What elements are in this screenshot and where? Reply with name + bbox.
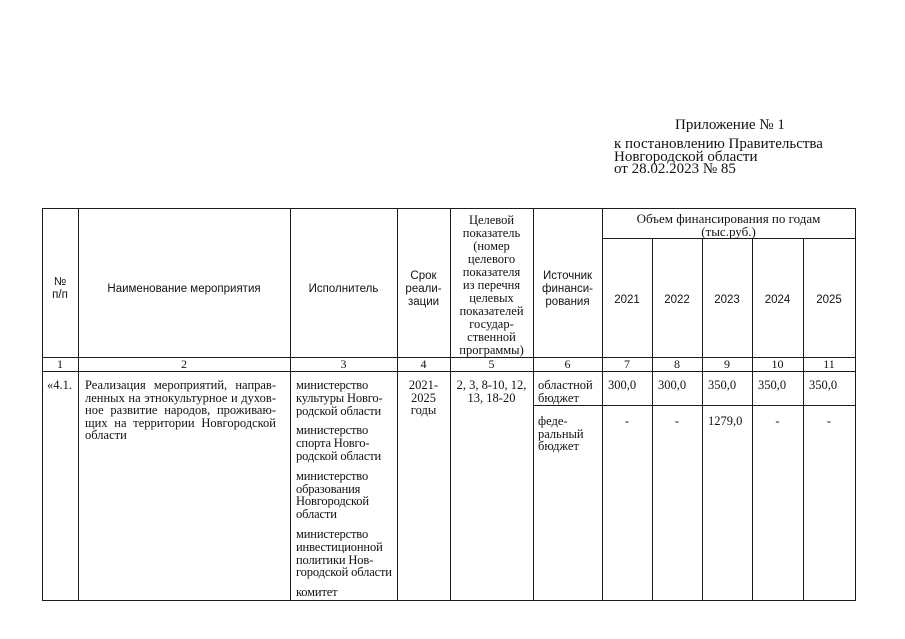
header-cell-year [652, 238, 702, 357]
indicator-cell [450, 379, 533, 404]
resolution-line: Новгородской области [614, 148, 758, 165]
header-text: Целевой [468, 212, 515, 227]
executor-entry [296, 528, 392, 579]
header-text: реали- [405, 282, 442, 295]
executor-line: области [296, 507, 337, 522]
executor-entry [296, 424, 392, 462]
column-number: 6 [564, 357, 571, 371]
header-cell-funding [602, 208, 855, 238]
header-cell-source [533, 208, 602, 357]
funding-value: 300,0 [608, 378, 637, 392]
executor-line: политики Нов- [296, 552, 374, 567]
term-line: 2021- [408, 378, 439, 392]
executor-line: родской области [296, 448, 382, 463]
executor-entry [296, 470, 392, 521]
executor-line: городской области [296, 565, 392, 580]
header-text: Исполнитель [308, 282, 379, 295]
executor-line: инвестиционной [296, 539, 383, 554]
header-cell-year [602, 238, 652, 357]
funding-value: - [775, 414, 780, 428]
header-text: п/п [52, 289, 68, 301]
indicator-line: 13, 18-20 [467, 390, 516, 405]
column-number: 1 [57, 357, 63, 371]
column-number: 10 [771, 357, 784, 371]
activity-number: «4.1. [47, 378, 72, 392]
header-text: 2022 [664, 293, 690, 306]
header-cell-indicator [450, 208, 533, 357]
funding-value: 300,0 [658, 378, 687, 392]
funding-value: 350,0 [708, 378, 737, 392]
executor-line: спорта Новго- [296, 436, 370, 451]
funding-value: - [674, 414, 680, 428]
appendix-title: Приложение № 1 [675, 117, 785, 133]
table-border-line [533, 405, 856, 406]
activity-name-line: области [85, 428, 127, 442]
header-text: 2021 [614, 293, 640, 306]
column-number: 9 [724, 357, 730, 371]
activity-name-line: Реализация мероприятий, направ- [85, 378, 276, 392]
executor-line: родской области [296, 403, 382, 418]
term-line: 2025 [411, 390, 436, 405]
funding-value: - [624, 414, 630, 428]
header-text: 2024 [764, 293, 791, 306]
header-text: из перечня [462, 277, 521, 292]
executor-line: министерство [296, 378, 369, 392]
column-number: 11 [823, 357, 835, 371]
table-border-line [42, 371, 856, 372]
header-cell-term [397, 208, 450, 357]
header-text: Срок [410, 269, 437, 282]
funding-source-line: феде- [538, 414, 568, 428]
activity-name-line: ное развитие народов, проживаю- [85, 403, 276, 417]
header-text: Объем финансирования по годам [636, 210, 821, 226]
header-text: зации [407, 295, 440, 308]
header-text: государ- [469, 316, 514, 331]
funding-source-cell [538, 415, 584, 453]
resolution-line: от 28.02.2023 № 85 [614, 161, 736, 178]
funding-source-line: областной [538, 378, 593, 392]
resolution-line: к постановлению Правительства [614, 136, 823, 152]
executor-line: министерство [296, 468, 369, 483]
header-cell-year [803, 238, 855, 357]
header-text: 2025 [816, 293, 842, 306]
executor-line: министерство [296, 423, 369, 438]
funding-source-line: ральный [538, 426, 584, 441]
funding-value: - [826, 414, 832, 428]
funding-value: 1279,0 [708, 414, 743, 428]
header-text: № [53, 276, 67, 288]
header-text: ственной [467, 329, 516, 344]
header-text: показатель [462, 225, 521, 240]
column-number: 4 [420, 357, 427, 371]
executor-line: комитет [296, 585, 338, 600]
header-text: целевых [469, 290, 514, 305]
funding-source-line: бюджет [538, 439, 579, 454]
executor-line: культуры Новго- [296, 390, 383, 405]
table-border-line [42, 600, 856, 601]
header-cell-executor [290, 208, 397, 357]
header-text: Источник [542, 269, 593, 282]
activity-name-line: ленных на этнокультурное и духов- [85, 390, 276, 405]
header-text: Наименование мероприятия [107, 282, 261, 295]
header-text: целевого [467, 251, 516, 266]
header-text: показателя [462, 264, 521, 279]
header-cell-year [752, 238, 803, 357]
header-text: финанси- [542, 282, 593, 295]
column-number: 7 [624, 357, 630, 371]
term-line: годы [410, 403, 437, 418]
header-text: (тыс.руб.) [701, 223, 756, 239]
indicator-line: 2, 3, 8-10, 12, [456, 378, 527, 392]
executor-line: Новгородской [296, 494, 369, 509]
header-text: 2023 [714, 293, 740, 306]
header-cell-name [78, 208, 290, 357]
funding-value: 350,0 [758, 378, 787, 392]
header-cell-number [42, 208, 78, 357]
header-text: (номер [473, 238, 510, 253]
resolution-reference [614, 138, 823, 176]
executors-cell [296, 379, 392, 606]
column-number: 8 [674, 357, 680, 371]
column-number: 2 [181, 357, 187, 371]
funding-source-line: бюджет [538, 390, 579, 405]
activities-table [42, 208, 856, 601]
header-text: показателей [459, 303, 524, 318]
term-cell [397, 379, 450, 417]
column-number: 5 [488, 357, 495, 371]
header-cell-year [702, 238, 752, 357]
header-text: рования [545, 295, 590, 308]
executor-entry [296, 586, 392, 599]
funding-value: 350,0 [809, 378, 838, 392]
activity-name-line: щих на территории Новгородской [85, 415, 276, 430]
activity-name-cell [85, 379, 276, 442]
executor-line: министерство [296, 526, 369, 541]
executor-line: образования [296, 481, 361, 496]
column-number: 3 [340, 357, 347, 371]
funding-source-cell [538, 379, 593, 404]
header-text: программы) [459, 342, 524, 357]
executor-entry [296, 379, 392, 417]
